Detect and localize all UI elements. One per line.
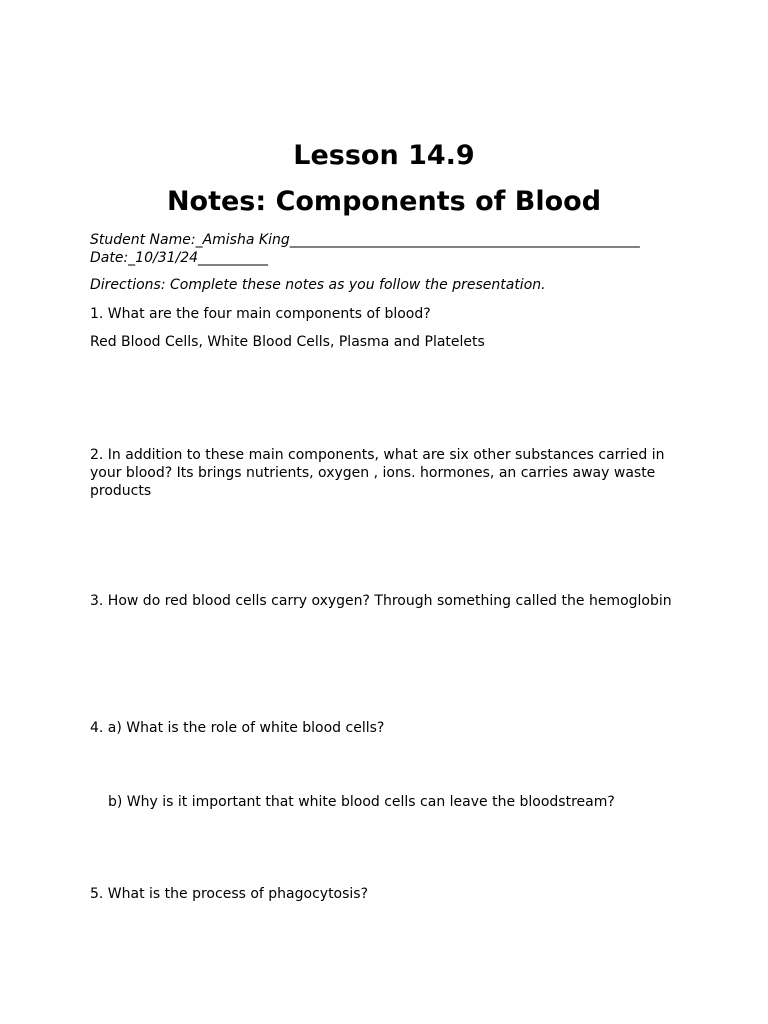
lesson-title: Lesson 14.9 <box>293 140 475 171</box>
directions-text: Directions: Complete these notes as you follow the presentation. <box>90 277 546 293</box>
student-name-line: Student Name:_Amisha King__________________________________________________ <box>90 232 640 248</box>
question-4a: 4. a) What is the role of white blood cells? <box>90 720 385 736</box>
notes-title: Notes: Components of Blood <box>166 186 602 217</box>
question-5: 5. What is the process of phagocytosis? <box>90 886 369 902</box>
question-2: 2. In addition to these main components, what are six other substances carried in your blood? Its brings nutrients, oxygen , ions. hormones, an carries away waste products <box>90 447 665 499</box>
answer-1: Red Blood Cells, White Blood Cells, Plasma and Platelets <box>90 334 485 350</box>
question-4b: b) Why is it important that white blood cells can leave the bloodstream? <box>108 794 615 810</box>
question-1: 1. What are the four main components of blood? <box>90 306 431 322</box>
date-line: Date:_10/31/24__________ <box>90 250 269 266</box>
question-3: 3. How do red blood cells carry oxygen? Through something called the hemoglobin <box>90 593 672 609</box>
